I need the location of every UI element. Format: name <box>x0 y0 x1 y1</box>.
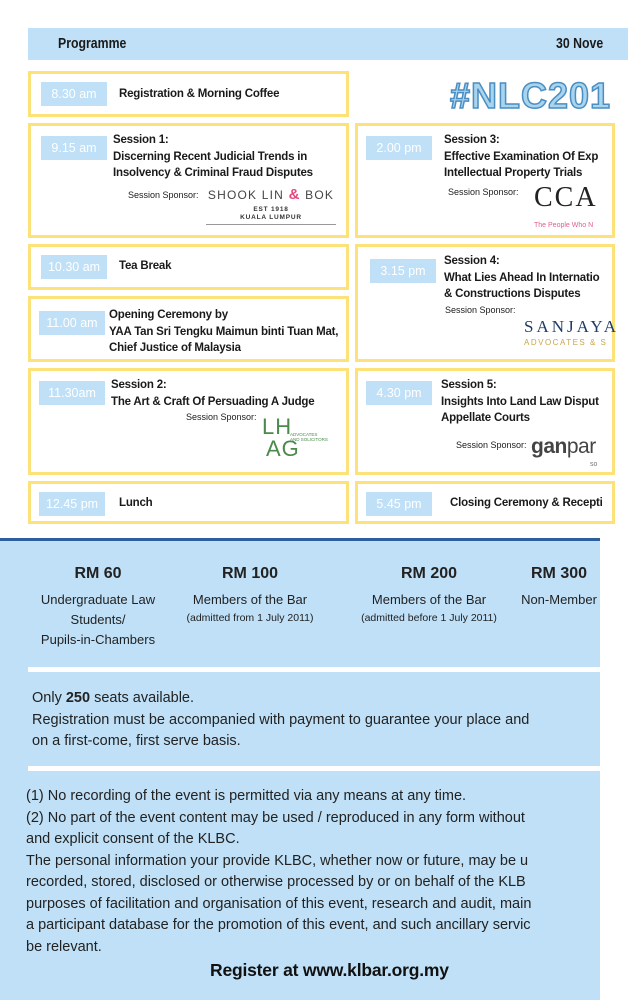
session-time: 3.15 pm <box>370 259 436 283</box>
session-card-opening-ceremony <box>28 296 349 362</box>
session-sponsor-label: Session Sponsor: <box>128 190 199 200</box>
programme-title: Programme <box>58 35 127 52</box>
session-title: Session 5: Insights Into Land Law Disput Appellate Courts <box>441 379 599 424</box>
session-title: Session 2: The Art & Craft Of Persuading A Judge <box>111 379 315 408</box>
session-time: 4.30 pm <box>366 381 432 405</box>
session-title: Session 3: Effective Examination Of Exp Intellectual Property Trials <box>444 134 599 179</box>
price-amount: RM 60 <box>74 565 122 582</box>
sanjay-logo-subtitle: ADVOCATES & S <box>524 338 608 347</box>
sanjay-logo: SANJAYA <box>524 317 620 336</box>
price-amount: RM 200 <box>400 565 458 582</box>
price-amount: RM 300 <box>530 565 588 582</box>
terms-notes: (1) No recording of the event is permitted via any means at any time. (2) No part of the event content may be used / reproduced in any form without and explicit consent of the KLBC. The personal information your provide KLBC, whether now or future, may be u recorded, stored, disclosed or otherwise processed by or on behalf of the KLB purposes of facilitation and organisation of this event, research and audit, main a participant database for the promotion of this event, and such ancillary servic be relevant. <box>26 788 532 955</box>
divider <box>28 766 628 771</box>
session-sponsor-label: Session Sponsor: <box>186 412 257 422</box>
session-card-lunch <box>28 481 349 524</box>
lhag-logo: LH AG ADVOCATES AND SOLICITORS <box>262 414 328 461</box>
session-card-session-3 <box>355 123 615 238</box>
cca-logo: CCA <box>534 182 598 213</box>
programme-header <box>28 28 628 60</box>
shook-lin-bok-logo: SHOOK LIN & BOK EST 1918 KUALA LUMPUR <box>206 186 336 228</box>
price-amount: RM 100 <box>221 565 279 582</box>
session-card-tea-break <box>28 244 349 290</box>
session-title: Registration & Morning Coffee <box>119 88 280 100</box>
session-title: Closing Ceremony & Recepti <box>450 497 603 509</box>
session-title: Lunch <box>119 497 153 509</box>
session-sponsor-label: Session Sponsor: <box>445 305 516 315</box>
session-time: 8.30 am <box>41 82 107 106</box>
cca-tagline: The People Who N <box>534 222 594 229</box>
session-title: Tea Break <box>119 260 172 272</box>
session-title: Session 1: Discerning Recent Judicial Trends in Insolvency & Criminal Fraud Disputes <box>113 134 313 179</box>
section-divider-line <box>0 538 600 541</box>
price-undergraduate: RM 60 Undergraduate Law Students/ Pupils-in-Chambers <box>30 565 166 650</box>
session-sponsor-label: Session Sponsor: <box>456 440 527 450</box>
session-time: 11.00 am <box>39 311 105 335</box>
ganpar-logo-subtitle: so <box>590 461 598 468</box>
divider <box>28 667 628 672</box>
event-hashtag: #NLC201 <box>450 75 612 116</box>
session-title: Opening Ceremony by YAA Tan Sri Tengku Maimun binti Tuan Mat, Chief Justice of Malaysia <box>109 309 339 354</box>
session-time: 5.45 pm <box>366 492 432 516</box>
session-time: 2.00 pm <box>366 136 432 160</box>
session-card-closing-ceremony <box>355 481 615 524</box>
ganpar-logo: ganpar <box>531 435 596 458</box>
event-date: 30 Nove <box>556 35 604 52</box>
session-card-registration <box>28 71 349 117</box>
seats-info: Only 250 seats available. Registration must be accompanied with payment to guarantee your place and on a first-come, first serve basis. <box>32 690 530 749</box>
session-time: 12.45 pm <box>39 492 105 516</box>
session-title: Session 4: What Lies Ahead In Internatio & Constructions Disputes <box>444 255 600 300</box>
seat-count: 250 <box>65 690 91 706</box>
register-link[interactable]: Register at www.klbar.org.my <box>210 960 449 980</box>
session-sponsor-label: Session Sponsor: <box>448 187 519 197</box>
price-members-before-2011: RM 200 Members of the Bar (admitted before 1 July 2011) <box>346 565 512 624</box>
price-non-member: RM 300 Non-Member <box>514 565 604 610</box>
session-time: 10.30 am <box>41 255 107 279</box>
price-members-after-2011: RM 100 Members of the Bar (admitted from 1 July 2011) <box>172 565 328 624</box>
session-time: 11.30am <box>39 381 105 405</box>
session-time: 9.15 am <box>41 136 107 160</box>
